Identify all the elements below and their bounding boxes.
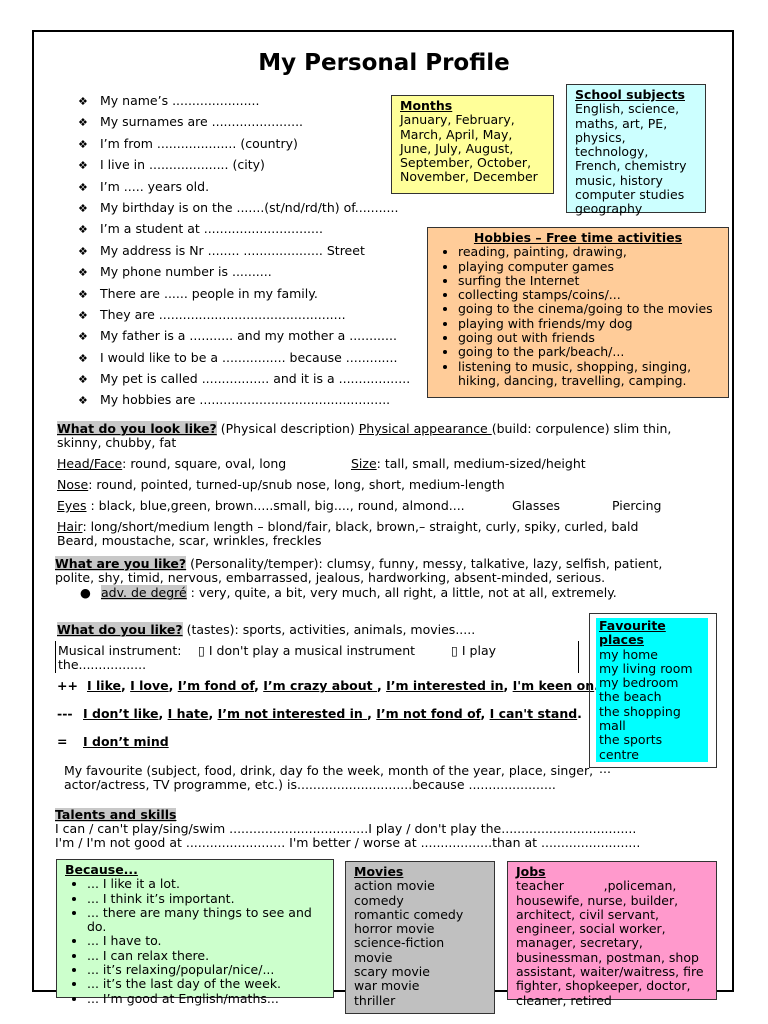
checkbox-icon[interactable]: ▯ xyxy=(198,643,205,658)
profile-list xyxy=(78,92,410,413)
talents-line-2: I'm / I'm not good at ......................... I'm better / worse at ..................than at ......................... xyxy=(55,835,641,850)
profile-line: ❖ There are ...... people in my family. xyxy=(78,285,410,306)
instrument-label: Musical instrument: xyxy=(58,643,182,658)
subjects-line: physics, xyxy=(575,129,626,145)
appearance-label: Physical appearance xyxy=(358,421,492,436)
place-item: the shopping mall xyxy=(599,703,681,734)
subjects-line: geography xyxy=(575,201,643,217)
favourite-line-2: actor/actress, TV programme, etc.) is.............................because ...................... xyxy=(64,777,556,792)
profile-line: ❖ My birthday is on the .......(st/nd/rd/th) of........... xyxy=(78,199,410,220)
diamond-bullet-icon: ❖ xyxy=(78,223,88,237)
because-item: • ... it’s relaxing/popular/nice/... xyxy=(87,963,325,977)
diamond-bullet-icon: ❖ xyxy=(78,95,88,108)
months-box xyxy=(391,95,554,194)
instrument-bracket-left xyxy=(55,641,56,673)
movies-heading: Movies xyxy=(354,864,404,879)
subjects-line: maths, art, PE, xyxy=(575,115,668,131)
hobby-item: • going to the cinema/going to the movies xyxy=(458,302,722,316)
piercing-label: Piercing xyxy=(612,498,662,513)
jobs-text: teacher ,policeman, housewife, nurse, builder, architect, civil servant, engineer, social worker, manager, secretary, businessman, postman, shop assistant, waiter/waitress, fire fighter, shopkeeper, doctor, cleaner, retired xyxy=(516,878,708,1008)
personality-line-2: polite, shy, timid, nervous, embarrassed, jealous, hardworking, absent-minded, serious. xyxy=(55,570,606,585)
because-item: • ... I can relax there. xyxy=(87,949,325,963)
hobby-item: • reading, painting, drawing, xyxy=(458,245,722,259)
movie-item: war movie xyxy=(354,978,420,994)
place-item: the sports centre xyxy=(599,732,663,762)
profile-line: ❖ My father is a ........... and my mother a ............ xyxy=(78,327,410,348)
jobs-box xyxy=(507,861,717,1008)
instrument-option-1[interactable]: ▯ I don't play a musical instrument xyxy=(198,643,416,658)
months-line: September, October, xyxy=(400,155,532,171)
subjects-line: French, chemistry xyxy=(575,158,687,174)
subjects-line: English, science, xyxy=(575,101,680,117)
hobbies-list xyxy=(434,245,722,388)
profile-line: ❖ I’m from .................... (country) xyxy=(78,135,410,156)
because-item: • ... I have to. xyxy=(87,934,325,948)
place-item: the beach xyxy=(599,689,662,705)
hobby-item: • listening to music, shopping, singing, hiking, dancing, travelling, camping. xyxy=(458,360,722,389)
favourite-places-box xyxy=(596,618,708,776)
profile-line: ❖ My name’s ...................... xyxy=(78,92,410,113)
diamond-bullet-icon: ❖ xyxy=(78,201,88,215)
favourite-line-1: My favourite (subject, food, drink, day fo the week, month of the year, place, singer, xyxy=(64,763,594,778)
profile-line: ❖ I’m a student at .............................. xyxy=(78,220,410,241)
because-item: • ... I like it a lot. xyxy=(87,877,325,891)
profile-line: ❖ They are ............................................... xyxy=(78,306,410,327)
hobby-item: • collecting stamps/coins/... xyxy=(458,288,722,302)
diamond-bullet-icon: ❖ xyxy=(78,116,88,130)
months-heading: Months xyxy=(400,98,453,113)
place-item: my home xyxy=(599,646,658,662)
movie-item: scary movie xyxy=(354,964,430,980)
size-line: Size: tall, small, medium-sized/height xyxy=(351,456,586,471)
months-line: January, February, xyxy=(400,112,515,128)
hobbies-box xyxy=(427,227,729,398)
because-item: • ... I think it’s important. xyxy=(87,892,325,906)
because-box xyxy=(56,859,334,1006)
profile-line: ❖ My address is Nr ........ .................... Street xyxy=(78,242,410,263)
diamond-bullet-icon: ❖ xyxy=(78,330,88,344)
profile-line: ❖ My surnames are ....................... xyxy=(78,113,410,134)
diamond-bullet-icon: ❖ xyxy=(78,308,88,322)
hobbies-heading: Hobbies – Free time activities xyxy=(473,230,683,245)
months-line: March, April, May, xyxy=(400,126,513,142)
instrument-option-2-cont: the................. xyxy=(58,657,147,672)
profile-line: ❖ I live in .................... (city) xyxy=(78,156,410,177)
diamond-bullet-icon: ❖ xyxy=(78,394,88,408)
minus-expressions: --- I don’t like, I hate, I’m not interested in , I’m not fond of, I can't stand. xyxy=(57,706,582,721)
hobby-item: • playing computer games xyxy=(458,260,722,274)
hobby-item: • going to the park/beach/... xyxy=(458,345,722,359)
glasses-label: Glasses xyxy=(512,498,561,513)
because-heading: Because... xyxy=(65,862,138,877)
movie-item: action movie xyxy=(354,878,435,894)
page-title: My Personal Profile xyxy=(258,50,510,76)
profile-line: ❖ I’m ..... years old. xyxy=(78,178,410,199)
adverb-line: ● adv. de degré : very, quite, a bit, very much, all right, a little, not at all, extremely. xyxy=(80,585,617,600)
places-heading: Favourite places xyxy=(599,618,666,648)
subjects-line: music, history xyxy=(575,172,663,188)
tastes-heading: What do you like? xyxy=(57,622,183,637)
diamond-bullet-icon: ❖ xyxy=(78,373,88,387)
movies-box xyxy=(345,861,495,1014)
talents-heading: Talents and skills xyxy=(55,807,177,822)
eyes-line: Eyes : black, blue,green, brown.....small, big...., round, almond.... xyxy=(57,498,465,513)
personality-heading: What are you like? xyxy=(55,556,187,571)
profile-line: ❖ My pet is called ................. and it is a .................. xyxy=(78,370,410,391)
personality-line-1: What are you like? (Personality/temper): clumsy, funny, messy, talkative, lazy, selfish, patient, xyxy=(55,556,663,571)
head-line: Head/Face: round, square, oval, long xyxy=(57,456,287,471)
movie-item: comedy xyxy=(354,892,404,908)
profile-line: ❖ I would like to be a ................ because ............. xyxy=(78,349,410,370)
because-item: • ... there are many things to see and do. xyxy=(87,906,325,935)
bullet-icon: ● xyxy=(80,585,91,600)
hair-line: Hair: long/short/medium length – blond/fair, black, brown,– straight, curly, spiky, curled, bald xyxy=(57,519,639,534)
place-item: my living room xyxy=(599,660,693,676)
diamond-bullet-icon: ❖ xyxy=(78,137,88,151)
equal-expression: = I don’t mind xyxy=(57,734,169,749)
place-item: ... xyxy=(599,760,611,776)
talents-line-1: I can / can't play/sing/swim ...................................I play / don't play the.................................. xyxy=(55,821,637,836)
because-list xyxy=(65,877,325,1006)
subjects-heading: School subjects xyxy=(575,87,685,102)
hobby-item: • playing with friends/my dog xyxy=(458,317,722,331)
because-item: • ... I’m good at English/maths... xyxy=(87,992,325,1006)
subjects-line: computer studies xyxy=(575,187,685,203)
place-item: my bedroom xyxy=(599,675,679,691)
diamond-bullet-icon: ❖ xyxy=(78,287,88,301)
diamond-bullet-icon: ❖ xyxy=(78,180,88,194)
movie-item: horror movie xyxy=(354,921,435,937)
look-line-2: skinny, chubby, fat xyxy=(57,435,177,450)
profile-line: ❖ My hobbies are ................................................ xyxy=(78,391,410,412)
movie-item: movie xyxy=(354,949,393,965)
look-heading: What do you look like? xyxy=(57,421,217,436)
hobby-item: • surfing the Internet xyxy=(458,274,722,288)
profile-line: ❖ My phone number is .......... xyxy=(78,263,410,284)
hobby-item: • going out with friends xyxy=(458,331,722,345)
look-line-1: What do you look like? (Physical description) Physical appearance (build: corpulence) slim thin, xyxy=(57,421,672,436)
school-subjects-box xyxy=(566,84,706,217)
subjects-line: technology, xyxy=(575,144,649,160)
adverb-label: adv. de degré xyxy=(101,585,187,600)
months-line: June, July, August, xyxy=(400,140,514,156)
beard-line: Beard, moustache, scar, wrinkles, freckles xyxy=(57,533,322,548)
checkbox-icon[interactable]: ▯ xyxy=(451,643,458,658)
plus-expressions: ++ I like, I love, I’m fond of, I’m crazy about , I’m interested in, I'm keen on xyxy=(57,678,595,693)
jobs-heading: Jobs xyxy=(516,864,546,879)
tastes-line: What do you like? (tastes): sports, activities, animals, movies..... xyxy=(57,622,476,637)
because-item: • ... it’s the last day of the week. xyxy=(87,977,325,991)
instrument-bracket-right xyxy=(578,641,579,673)
diamond-bullet-icon: ❖ xyxy=(78,351,88,365)
diamond-bullet-icon: ❖ xyxy=(78,266,88,280)
diamond-bullet-icon: ❖ xyxy=(78,159,88,173)
months-line: November, December xyxy=(400,169,538,185)
movie-item: thriller xyxy=(354,992,396,1008)
instrument-option-2[interactable]: ▯ I play xyxy=(451,643,496,658)
movie-item: romantic comedy xyxy=(354,906,464,922)
movie-item: science-fiction xyxy=(354,935,445,951)
diamond-bullet-icon: ❖ xyxy=(78,244,88,258)
nose-line: Nose: round, pointed, turned-up/snub nose, long, short, medium-length xyxy=(57,477,505,492)
